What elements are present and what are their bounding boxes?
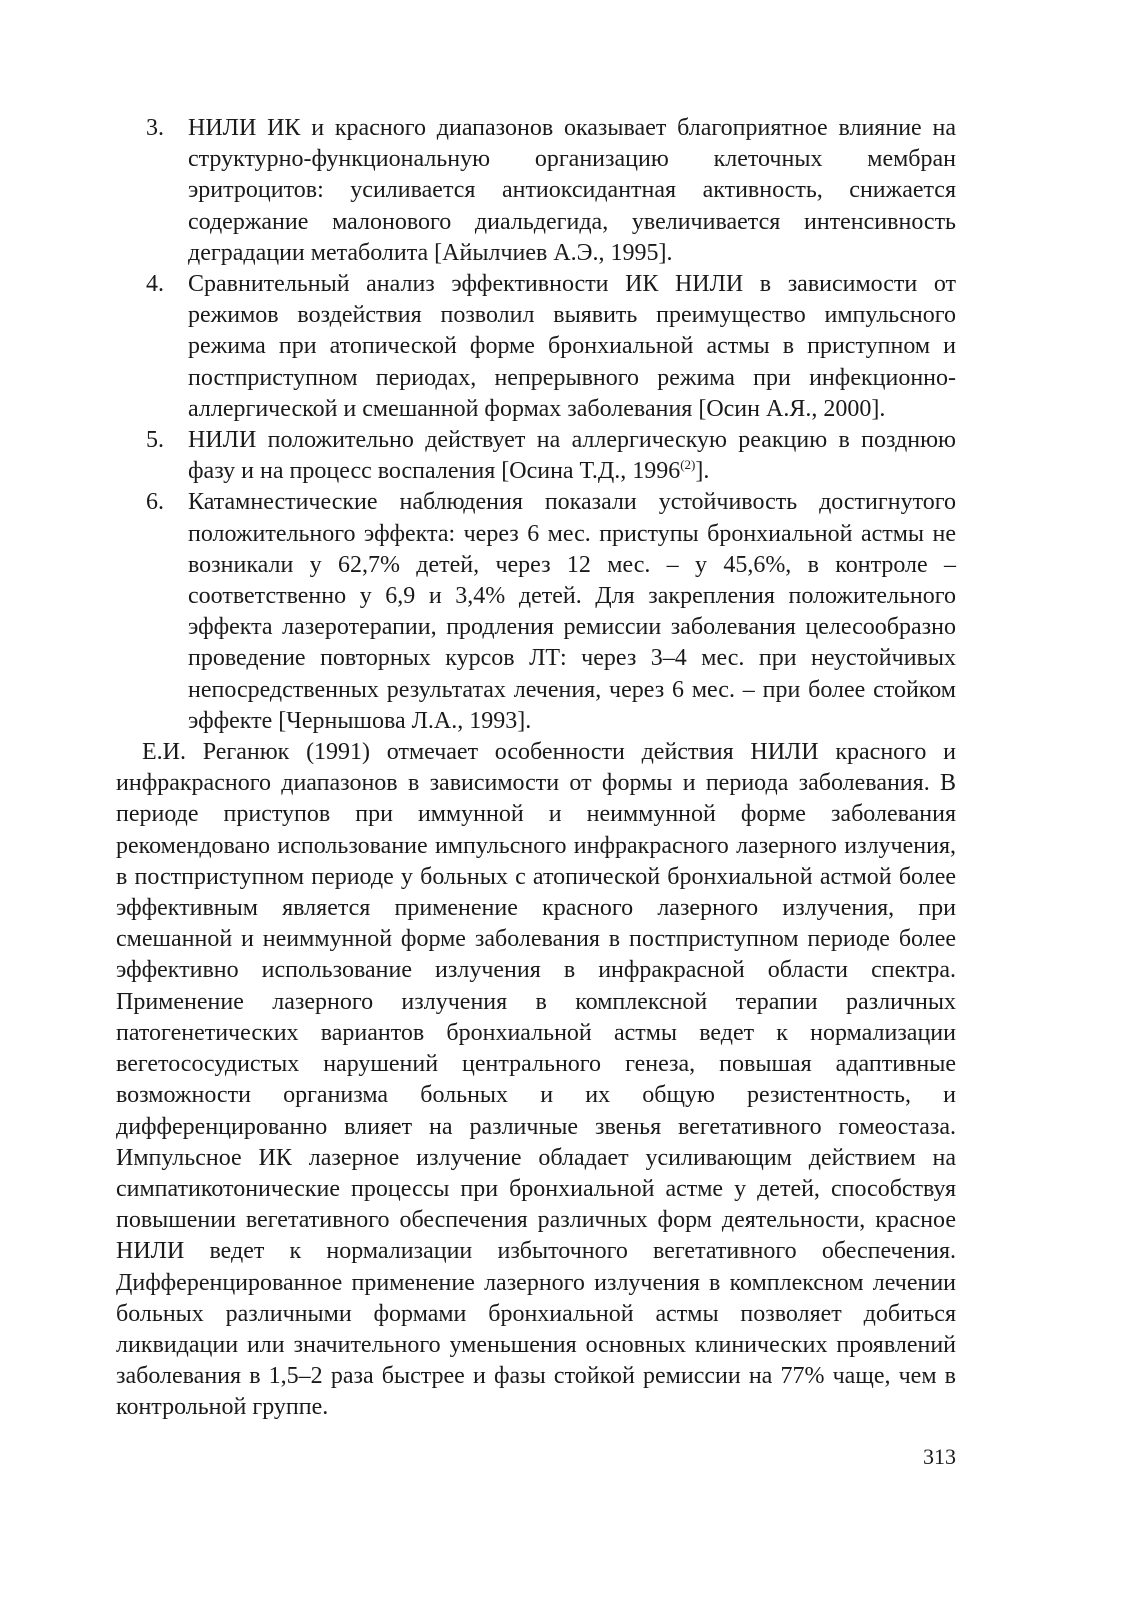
list-item-text-after: ].	[695, 458, 710, 485]
page-number: 313	[923, 1444, 956, 1469]
list-item-text: Катамнестические наблюдения показали устойчивость достигнутого положительного эффекта: через 6 мес. приступы бронхиальной астмы не возникали у 62,7% детей, через 12 мес. – у 45,6%, в контроле – соответственно у 6,9 и 3,4% детей. Для закрепления положительного эффекта лазеротерапии, продления ремиссии заболевания целесообразно проведение повторных курсов ЛТ: через 3–4 мес. при неустойчивых непосредственных результатах лечения, через 6 мес. – при более стойком эффекте [Чернышова Л.А., 1993].	[188, 489, 956, 734]
body-paragraph: Е.И. Реганюк (1991) отмечает особенности действия НИЛИ красного и инфракрасного диапазонов в зависимости от формы и периода заболевания. В периоде приступов при иммунной и неиммунной форме заболевания рекомендовано использование импульсного инфракрасного лазерного излучения, в постприступном периоде у больных с атопической бронхиальной астмой более эффективным является применение красного лазерного излучения, при смешанной и неиммунной форме заболевания в постприступном периоде более эффективно использование излучения в инфракрасной области спектра. Применение лазерного излучения в комплексной терапии различных патогенетических вариантов бронхиальной астмы ведет к нормализации вегетососудистых нарушений центрального генеза, повышая адаптивные возможности организма больных и их общую резистентность, и дифференцированно влияет на различные звенья вегетативного гомеостаза. Импульсное ИК лазерное излучение обладает усиливающим действием на симпатикотонические процессы при бронхиальной астме у детей, способствуя повышении вегетативного обеспечения различных форм деятельности, красное НИЛИ ведет к нормализации избыточного вегетативного обеспечения. Дифференцированное применение лазерного излучения в комплексном лечении больных различными формами бронхиальной астмы позволяет добиться ликвидации или значительного уменьшения основных клинических проявлений заболевания в 1,5–2 раза быстрее и фазы стойкой ремиссии на 77% чаще, чем в контрольной группе.	[116, 739, 956, 1421]
page-content	[116, 113, 956, 1424]
list-item-3	[116, 113, 956, 269]
list-item-text: Сравнительный анализ эффективности ИК НИЛИ в зависимости от режимов воздействия позволил выявить преимущество импульсного режима при атопической форме бронхиальной астмы в приступном и постприступном периодах, непрерывного режима при инфекционно-аллергической и смешанной формах заболевания [Осин А.Я., 2000].	[188, 271, 956, 422]
citation-superscript: (2)	[680, 457, 696, 473]
list-item-5	[116, 425, 956, 487]
list-item-text: НИЛИ ИК и красного диапазонов оказывает благоприятное влияние на структурно-функциональную организацию клеточных мембран эритроцитов: усиливается антиоксидантная активность, снижается содержание малонового диальдегида, увеличивается интенсивность деградации метаболита [Айылчиев А.Э., 1995].	[188, 115, 956, 266]
list-item-4	[116, 269, 956, 425]
list-number: 5.	[146, 427, 164, 454]
list-number: 4.	[146, 271, 164, 298]
list-number: 3.	[146, 115, 164, 141]
numbered-list	[116, 113, 956, 737]
list-number: 6.	[146, 489, 164, 516]
list-item-6	[116, 487, 956, 737]
list-item-text	[188, 427, 956, 484]
list-item-text-before: НИЛИ положительно действует на аллергическую реакцию в позднюю фазу и на процесс воспаления [Осина Т.Д., 1996	[188, 427, 956, 485]
